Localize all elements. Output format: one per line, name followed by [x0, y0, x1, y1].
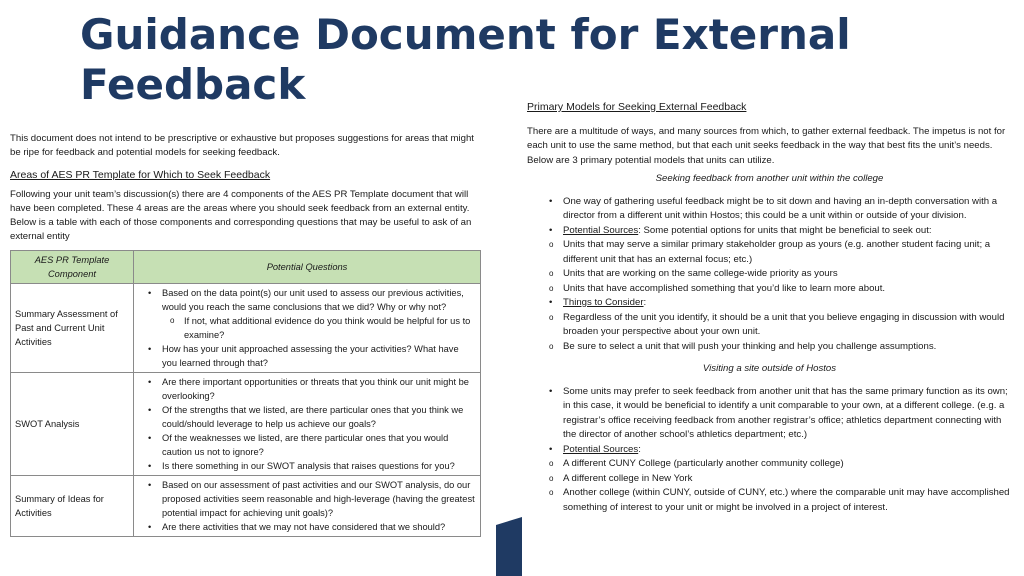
- sub-list-item: o Units that are working on the same college-wide priority as yours: [563, 267, 1012, 282]
- areas-text: Following your unit team’s discussion(s) there are 4 components of the AES PR Template document that will have been completed. These 4 areas are the areas where you should seek feedback from an external entity. Below is a table with each of those components and corresponding questions that may be useful to ask of an external entity: [10, 189, 472, 242]
- feedback-table: [10, 250, 481, 537]
- question-item: • Of the weaknesses we listed, are there particular ones that you would caution us not to ignore?: [162, 431, 476, 459]
- header-component: AES PR Template Component: [11, 251, 134, 284]
- question-item: • Based on the data point(s) our unit used to assess our previous activities, would you reach the same conclusions that we did? Why or why not?: [162, 286, 476, 314]
- row-questions: [134, 373, 481, 476]
- list-item: • Some units may prefer to seek feedback from another unit that has the same primary function as its own; in this case, it would be beneficial to identify a unit comparable to your own, at a different college. (e.g. a registrar’s office receiving feedback from another registrar’s office; athletics department connecting with the director of another school’s athletics department; etc.): [563, 385, 1012, 443]
- row-component: SWOT Analysis: [11, 373, 134, 476]
- left-column: [10, 132, 485, 537]
- question-item: • Is there something in our SWOT analysis that raises questions for you?: [162, 459, 476, 473]
- right-column: [527, 100, 1012, 515]
- models-intro: There are a multitude of ways, and many sources from which, to gather external feedback. The impetus is not for each unit to use the same method, but that each unit seeks feedback in the way that best fits the unit’s needs. Below are 3 primary potential models that units can utilize.: [527, 125, 1006, 166]
- question-item: • Are there important opportunities or threats that you think our unit might be overlooking?: [162, 375, 476, 403]
- row-questions: [134, 284, 481, 373]
- sub-list-item: o Another college (within CUNY, outside of CUNY, etc.) where the comparable unit may have accomplished something of interest to your unit or might be involved in a project of interest.: [563, 486, 1012, 515]
- sub-question-item: o If not, what additional evidence do you think would be helpful for us to examine?: [184, 314, 476, 342]
- question-item: • Are there activities that we may not have considered that we should?: [162, 520, 476, 534]
- sources-text: : Some potential options for units that might be beneficial to seek out:: [638, 224, 932, 236]
- sub-list-item: o A different CUNY College (particularly another community college): [563, 457, 1012, 472]
- sources-label: Potential Sources: [563, 224, 639, 236]
- consider-label: Things to Consider: [563, 297, 644, 308]
- areas-heading: Areas of AES PR Template for Which to Seek Feedback: [10, 169, 271, 181]
- page-title: Guidance Document for External Feedback: [80, 10, 851, 109]
- list-item: • One way of gathering useful feedback might be to sit down and having an in-depth conversation with a director from a different unit within Hostos; this could be a unit within or outside of your division.: [563, 195, 1012, 224]
- row-questions: [134, 476, 481, 537]
- sub-list-item: o A different college in New York: [563, 472, 1012, 487]
- sources-label: Potential Sources: [563, 443, 639, 455]
- intro-text: This document does not intend to be prescriptive or exhaustive but proposes suggestions for areas that might be ripe for feedback and potential models for seeking feedback.: [10, 133, 474, 158]
- model2-title: Visiting a site outside of Hostos: [702, 363, 837, 374]
- row-component: Summary Assessment of Past and Current Unit Activities: [11, 284, 134, 373]
- models-heading: Primary Models for Seeking External Feedback: [527, 101, 747, 113]
- list-item: • Things to Consider:: [563, 296, 1012, 311]
- table-header-row: [11, 251, 481, 284]
- header-questions: Potential Questions: [134, 251, 481, 284]
- sub-list-item: o Be sure to select a unit that will push your thinking and help you challenge assumptions.: [563, 340, 1012, 355]
- table-row: [11, 476, 481, 537]
- question-item: • How has your unit approached assessing the your activities? What have you learned through that?: [162, 342, 476, 370]
- question-item: • Of the strengths that we listed, are there particular ones that you think we could/should leverage to help us achieve our goals?: [162, 403, 476, 431]
- row-component: Summary of Ideas for Activities: [11, 476, 134, 537]
- list-item: • Potential Sources:: [563, 443, 1012, 458]
- question-item: • Based on our assessment of past activities and our SWOT analysis, do our proposed activities seem reasonable and high-leverage (having the greatest potential impact for achieving unit goals)?: [162, 478, 476, 520]
- sub-list-item: o Regardless of the unit you identify, it should be a unit that you believe engaging in discussion with would broaden your perspective about your own unit.: [563, 311, 1012, 340]
- table-row: [11, 373, 481, 476]
- decorative-bar: [496, 517, 522, 576]
- table-row: [11, 284, 481, 373]
- model1-title: Seeking feedback from another unit within the college: [655, 173, 884, 184]
- list-item: [563, 224, 1012, 239]
- sub-list-item: o Units that have accomplished something that you’d like to learn more about.: [563, 282, 1012, 297]
- sub-list-item: o Units that may serve a similar primary stakeholder group as yours (e.g. another student facing unit; a different unit that has an external focus; etc.): [563, 238, 1012, 267]
